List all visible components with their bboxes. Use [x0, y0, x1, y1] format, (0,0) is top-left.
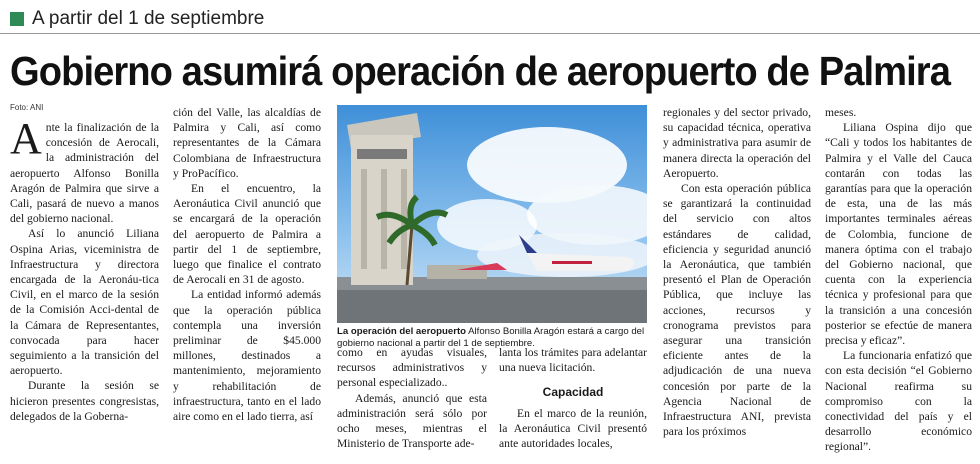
col5-paragraph-2: Con esta operación pública se garantizará la continuidad del servicio con altos estándares de calidad, eficiencia y seguridad anunció la Aeronáutica, que también presentó el Plan de Operación Pública, que incluye las acciones, recursos y cronograma previstos para asegurar una transición eficiente antes de la adjudicación de una nueva concesión por parte de la Agencia Nacional de Infraestructura ANI, prevista para los próximos — [663, 182, 811, 439]
col4-paragraph-2: En el marco de la reunión, la Aeronáutica Civil presentó ante autoridades locales, — [499, 406, 647, 451]
airport-photo — [337, 105, 647, 323]
col3-paragraph-1: como en ayudas visuales, recursos administrativos y personal especializado.. — [337, 346, 487, 390]
col4-paragraph-1: lanta los trámites para adelantar una nueva licitación. — [499, 346, 647, 375]
column-3 — [337, 345, 487, 451]
col6-paragraph-3: La funcionaria enfatizó que con esta decisión “el Gobierno Nacional reafirma su compromiso con la conectividad del país y el desarrollo económico regional”. — [825, 349, 972, 454]
photo-credit: Foto: ANI — [10, 103, 44, 112]
column-1 — [10, 114, 159, 424]
col2-paragraph-1: ción del Valle, las alcaldías de Palmira y Cali, así como representantes de la Cámara Colombiana de Infraestructura y ProPacífico. — [173, 106, 321, 180]
header-rule — [0, 33, 980, 34]
kicker-text: A partir del 1 de septiembre — [32, 8, 265, 29]
col1-paragraph-2: Así lo anunció Liliana Ospina Arias, viceministra de Infraestructura y directora encargada de la Aeronáu-tica Civil, en el marco de la sesión de la Comisión Acci-dental de la Cámara de Representantes, convocada para hacer seguimiento a la transición del aeropuerto. — [10, 227, 159, 378]
column-6 — [825, 105, 972, 455]
headline: Gobierno asumirá operación de aeropuerto de Palmira — [10, 48, 950, 94]
col1-paragraph-3: Durante la sesión se hicieron presentes congresistas, delegados de la Goberna- — [10, 379, 159, 423]
col3-paragraph-2: Además, anunció que esta administración será sólo por ocho meses, mientras el Ministerio de Transporte ade- — [337, 391, 487, 451]
col2-paragraph-3: La entidad informó además que la operación pública contempla una inversión preliminar de $45.000 millones, destinados a mantenimiento, mejoramiento y rehabilitación de infraestructura, tanto en el lado aire como en el lado tierra, así — [173, 288, 321, 424]
column-5 — [663, 105, 811, 439]
section-kicker — [10, 8, 264, 30]
airport-control-tower-image — [337, 105, 647, 323]
subhead-capacidad: Capacidad — [542, 385, 604, 400]
col5-paragraph-1: regionales y del sector privado, su capacidad técnica, operativa y administrativa para asumir de manera directa la operación del Aeropuerto. — [663, 106, 811, 180]
col6-paragraph-2: Liliana Ospina dijo que “Cali y todos los habitantes de Palmira y el Valle del Cauca contarán con todas las garantías para que la operación de esta, una de las más importantes terminales aéreas de Colombia, funcione de manera óptima con el trabajo del Gobierno nacional, que cuenta con la experiencia técnica y profesional para que la transición a una concesión posterior se efectúe de manera precisa y eficaz”. — [825, 121, 972, 348]
kicker-square-icon — [10, 12, 24, 26]
dropcap: A — [10, 114, 42, 163]
caption-bold: La operación del aeropuerto — [337, 326, 467, 337]
col1-paragraph-1: Ante la finalización de la concesión de Aerocali, la administración del aeropuerto Alfonso Bonilla Aragón de Palmira que sirve a Cali, pasará de nuevo a manos del gobierno nacional. — [10, 114, 159, 226]
column-4 — [499, 345, 647, 451]
col2-paragraph-2: En el encuentro, la Aeronáutica Civil anunció que se encargará de la operación del aeropuerto de Palmira a partir del 1 de septiembre, luego que finalice el contrato de Aerocali en 31 de agosto. — [173, 182, 321, 287]
column-2 — [173, 105, 321, 424]
col6-paragraph-1: meses. — [825, 106, 857, 119]
caption-text: Alfonso Bonilla Aragón estará a cargo del gobierno nacional a partir del 1 de septiembre. — [337, 326, 645, 349]
